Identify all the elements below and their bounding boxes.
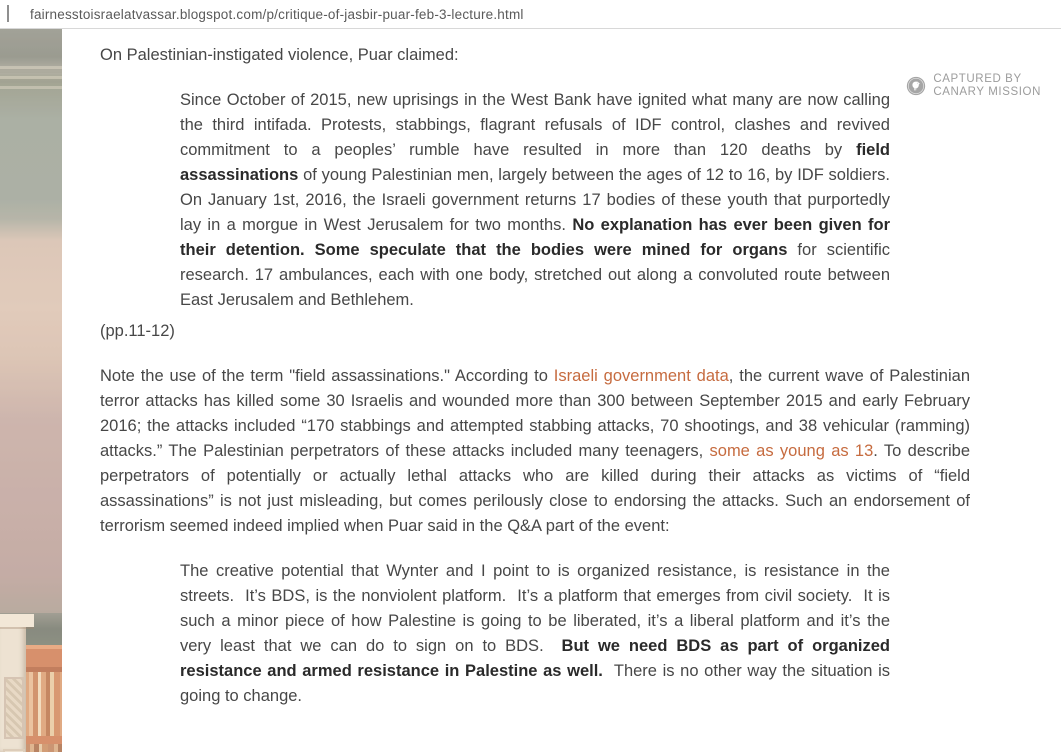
text-run: On Palestinian-instigated violence, Puar claimed:: [100, 46, 459, 64]
sidebar-photo: [0, 29, 62, 752]
text-run: (pp.11-12): [100, 322, 175, 340]
badge-line-2: CANARY MISSION: [933, 86, 1041, 98]
text-run: There is no other way the situation is going to change.: [180, 662, 895, 705]
paragraph: [100, 43, 970, 68]
bold-text: But we need BDS as part of organized resistance and armed resistance in Palestine as well.: [180, 637, 895, 680]
text-run: Note the use of the term "field assassinations." According to: [100, 367, 554, 385]
text-run: for scientific research. 17 ambulances, each with one body, stretched out along a convoluted route between East Jerusalem and Bethlehem.: [180, 241, 895, 309]
browser-url-bar[interactable]: [0, 0, 1061, 29]
text-run: . To describe perpetrators of potentially or actually lethal attacks who are killed during their attacks as victims of “field assassinations” is not just misleading, but comes perilously close to endorsing the attacks. Such an endorsement of terrorism seemed indeed implied when Puar said in the Q&A part of the event:: [100, 442, 971, 535]
text-run: , the current wave of Palestinian terror attacks has killed some 30 Israelis and wounded more than 300 between September 2015 and early February 2016; the attacks included “170 stabbings and attempted stabbing attacks, 70 shootings, and 38 vehicular (ramming) attacks.” The Palestinian perpetrators of these attacks included many teenagers,: [100, 367, 970, 460]
article: [62, 29, 1061, 752]
quote-block: [180, 559, 895, 709]
text-run: of young Palestinian men, largely between the ages of 12 to 16, by IDF soldiers. On January 1st, 2016, the Israeli government returns 17 bodies of these youth that purportedly lay in a morgue in West Jerusalem for two months.: [180, 166, 895, 234]
photo-fade-overlay: [0, 29, 62, 752]
quote-block: [180, 88, 895, 313]
inline-link[interactable]: some as young as 13: [709, 442, 874, 460]
paragraph: [100, 319, 970, 344]
text-cursor: [7, 5, 9, 22]
text-run: The creative potential that Wynter and I point to is organized resistance, is resistance in the streets. It’s BDS, is the nonviolent platform. It’s a platform that emerges from civil society. It is such a minor piece of how Palestine is going to be liberated, it’s a liberal platform and it’s the very least that we can do to sign on to BDS.: [180, 562, 895, 655]
text-run: Since October of 2015, new uprisings in the West Bank have ignited what many are now calling the third intifada. Protests, stabbings, flagrant refusals of IDF control, clashes and revived commitment to a peoples’ rumble have resulted in more than 120 deaths by: [180, 91, 895, 159]
badge-line-1: CAPTURED BY: [933, 73, 1022, 85]
bold-text: No explanation has ever been given for their detention. Some speculate that the bodies were mined for organs: [180, 216, 895, 259]
canary-bird-icon: [906, 76, 926, 96]
canary-mission-badge: [906, 73, 1041, 99]
paragraph: [100, 364, 970, 539]
page: [0, 29, 1061, 752]
url-text[interactable]: fairnesstoisraelatvassar.blogspot.com/p/critique-of-jasbir-puar-feb-3-lecture.html: [30, 6, 524, 22]
inline-link[interactable]: Israeli government data: [553, 367, 729, 385]
bold-text: field assassinations: [180, 141, 895, 184]
badge-text: [933, 73, 1041, 99]
